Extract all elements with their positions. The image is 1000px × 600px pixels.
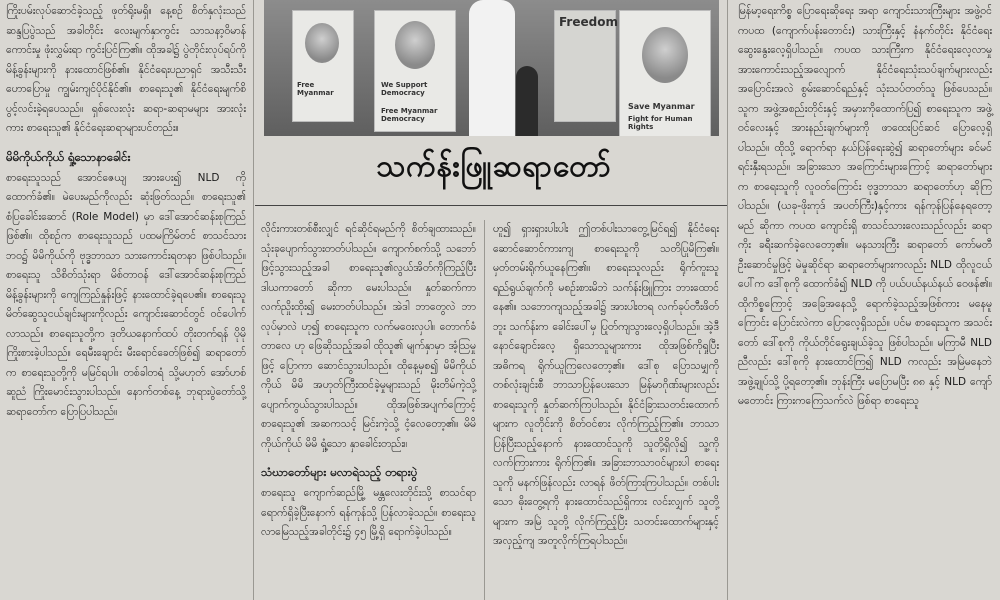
paragraph: ကြိုးပမ်းလုပ်ဆောင်ခဲ့သည့် ဖုတ်ရိုးမရှိ။ နေ့စဉ် စိတ်နှလုံးသည် ဆန္ဒပြပွဲသည် အခါတိုင်း လေးမျက်နှာကွင်း သာသနာ့ဝိမာန် ကောင်းမှု ဖုံးလွှမ်းရာ ကွင်းပြင်ကြ၏။ ထိုအခါ၌ ပွဲတိုင်းလုပ်ရပ်ကို မိန့်ခွန်းများကို နားထောင်ဖြစ်၏။ နိုင်ငံရေးပညာရှင် အသီးသီး ဟောပြောမှု ကျွမ်းကျင်ပိုင်နိုင်၏။ စာရေးသူ၏ နိုင်ငံရေးမျက်စိ ပွင့်လင်းခဲ့ရပေသည်။ ရှစ်လေးလုံး ဆရာ-ဆရာမများ အားလုံးကား စာရေးသူ၏ နိုင်ငံရေးဆရာများပင်တည်း။ (6, 5, 246, 134)
protest-photo (264, 0, 719, 136)
poster-middle-text: We Support Democracy (381, 81, 428, 97)
portrait-image (395, 21, 435, 69)
poster-left-text: Free Myanmar (297, 81, 334, 97)
paragraph: စာရေးသူသည် အောင်ဇေယျ အားပေး၍ NLD ကို ထောက်ခံ၏။ မဲပေးမည်ကိုလည်း ဆုံးဖြတ်သည်။ စာရေးသူ၏ စံပြခေါင်းဆောင် (Role Model) မှာ ဒေါ်အောင်ဆန်းစုကြည် ဖြစ်၏။ ထိုစဉ်က စာရေးသူသည် ပထမကြိမ်တင် စာသင်သားဘဝ၌ မိမိကိုယ်ကို ဗုဒ္ဓဘာသာ သားကောင်းရတနာ ဖြစ်ပါသည်။ စာရေးသူ သိစိတ်သုံးရာ မိစ်တာဝန် ဒေါ်အောင်ဆန်းစုကြည် မိန့်ခွန်းများကို ကျေကြည်နှုန်းဖြင့် နားထောင်ခဲ့ရပေ၏။ စာရေးသူ မိတ်ဆွေသူငယ်ချင်းများကိုလည်း ကျောင်းဆောင်တွင် ဝင်ပေါက်လာသည်။ စာရေးသူတို့က ဒုတိယနောက်ထပ် တိုးတက်ရန် ပိုမိုကြိုးစားခဲ့ပါသည်။ ရေမီးချောင်း မီးရောင်ခေတ်ဖြစ်၍ ဆရာတော်က စာရေးသူတို့ကို မမြင်ရပါ။ တစ်ခါတရံ သို့မဟုတ် အော်ဟစ်ဆူညံ ကြိုးမောင်းသွားပါသည်။ နောက်တစ်နေ့ ဘုရားပွဲတော်သို့ ဆရာတော်က ပြောပြပါသည်။ (6, 171, 246, 418)
headline-divider (255, 205, 727, 206)
poster-right (619, 10, 711, 136)
person-figure (516, 66, 538, 136)
paragraph: ဟူ၍ ရှားရှားပါးပါး ဤတစ်ပါးသာတွေ့မြင်ရ၍ နိုင်ငံရေးဆောင်ဆောင်ကားကျ စာရေးသူကို သတိပြုမိကြ၏။ မှတ်တမ်းရိုက်ယူနေကြ၏။ စာရေးသူလည်း ရိုက်ကူးသူရည်ရွယ်ချက်ကို မစဉ်းစားမိဘဲ သက်န်းဖြူကြား ဘားထောင်နေ၏။ သဘောကျသည့်အခါ၌ အားပါးတရ လက်ခုပ်တီးဖိတ်ဘူး သက်န်းက ခေါင်းပေါ်မှ ပြုတ်ကျသွားလေ့ရှိပါသည်။ အဲ့ဒီနောင်ချောင်းလေ့ ရှိသောသူများကား ထိုအဖြစ်ကိုရှုပြီး အဓိကရ ရိုက်ယူကြလေတော့၏။ ဒေါ်စု ပြောသမျှကို တစ်လုံးချင်းစီ ဘာသာပြန်ပေးသော မြန်မာဂိုဏ်းများလည်း စာရေးသူကို နှုတ်ဆက်ကြပါသည်။ နိုင်ငံခြားသတင်းထောက်များက လူတိုင်းကို စိတ်ဝင်စား လိုက်ကြည့်ကြ၏။ ဘာသာပြန်ပြီးသည့်နောက် နားထောင်သူကို သူတို့ရှိလို၍ သူ့ကို လက်ကြားကား ရိုက်ကြ၏။ အခြားဘာသာဝင်များပါ စာရေးသူကို မနက်ဖြန်လည်း လာရန် ဖိတ်ကြားကြပါသည်။ တစ်ပါးသော ဓိုးတွေ့ရကို နားထောင်သည်ရှိကား လင်းလျှက် သူတို့များက အမြဲ သူတို့ လိုက်ကြည့်ပြီး သတင်းထောက်များနှင့် အလှည့်ကျ အတူလိုက်ကြရပါသည်။ (493, 223, 719, 547)
paragraph: လိုင်းကားတစ်စီးလျှင် ရင်ဆိုင်ရမည်ကို စိတ်ချထားသည်။ သုံးခုပျောက်သွားတတ်ပါသည်။ ကျောက်စက်သို့ သဘော်ဖြင့်သွားသည့်အခါ စာရေးသူ၏လွယ်အိတ်ကိုကြည့်ပြီး ဒါယကာတော် ဆိုကာ မေးပါသည်။ နှုတ်ဆက်ကာ လက်ညှိုးထိုး၍ မေးတတ်ပါသည်။ အဲဒါ ဘာတွေလဲ ဘာလုပ်မှာလဲ ဟု၍ စာရေးသူက လက်မဝေးလှပါ။ တောက်ခံတာလေ ဟု ဖြေဆိုသည့်အခါ ထိုသူ၏ မျက်နှာမှာ အံ့ဩမှုဖြင့် ပြောကာ ဆောင်သွားပါသည်။ ထိုနေ့မှစ၍ မိမိကိုယ်ကိုယ် မိမိ အဟုတ်ကြီးထင်ခဲ့မှုများသည် မိုးတိမ်ကဲ့သို့ ပျောက်ကွယ်သွားပါသည်။ ထိုအဖြစ်အပျက်ကြောင့် စာရေးသူ၏ အဆကသင့် မြင်းကဲ့သို့ ငံ့လေတော့၏။ မိမိကိုယ်ကိုယ် မိမိ ရှုံ့သော နှာခေါင်းတည်း။ (261, 223, 476, 450)
portrait-image (642, 27, 688, 83)
article-column-1 (0, 0, 252, 600)
poster-right-text: Save Myanmar (628, 102, 695, 111)
poster-middle-text-2: Free Myanmar Democracy (381, 107, 438, 123)
portrait-image (305, 23, 339, 63)
column-divider (253, 0, 254, 600)
banner (554, 10, 616, 122)
paragraph: စာရေးသူ ကျောက်ဆည်မြို့ မန္တလေးတိုင်းသို့ စာသင်ရာ ရောက်ရှိခဲ့ပြီးနောက် ရန်ကုန်သို့ ပြန်လာခဲ့သည်။ စာရေးသူ လာမြေသည့်အခါတိုင်း၌ ၄၅ မြို့ရှိ ရောက်ခဲ့ပါသည်။ (261, 487, 476, 538)
person-figure (469, 0, 515, 136)
article-headline: သက်န်းဖြူဆရာတော် (376, 149, 612, 184)
column-divider (484, 220, 485, 600)
article-column-2 (255, 220, 482, 600)
article-column-4 (730, 0, 1000, 600)
banner-text: Freedom (559, 15, 618, 29)
subheading: မိမိကိုယ်ကိုယ် ရှုံ့သောနာခေါင်း (6, 149, 131, 164)
poster-middle (374, 10, 456, 132)
poster-right-text-2: Fight for Human Rights (628, 115, 693, 131)
paragraph: မြန်မာ့ရေးကိစ္စ ပြောရေးဆိုရေး အရာ ကျောင်းသားကြီးများ အဖွဲ့ဝင် ကပထ (ကျောက်ပန်းတောင်း) သားကြီးနှင့် နံနက်တိုင်း နိုင်ငံရေး ဆွေးနွေးလေ့ရှိပါသည်။ ကပထ သားကြီးက နိုင်ငံရေးလေ့လာမှု အားကောင်းသည့်အလျောက် နိုင်ငံရေးသုံးသပ်ချက်များလည်း အပြောင်းအလဲ စွမ်းဆောင်ရည်နှင့် သုံးသပ်တတ်သူ ဖြစ်ပေသည်။ သူက အဖွဲ့အစည်းတိုင်းနှင့် အမှားကိုထောက်ပြ၍ စာရေးသူက အဖွဲ့ဝင်လေးနှင့် အားနည်းချက်များကို ဖာထေးပြင်ဆင် ပြောလေ့ရှိပါသည်။ ထိုသို့ ရောက်ရာ နယ်ပြန်ရေးဆွဲ၍ ဆရာတော်များ ခင်မင်ရင်းနှီးရသည်။ အခြားသော အကြောင်းများကြောင့် ဆရာတော်များက စာရေးသူကို လူ၀တ်ကြောင်း ဗုဒ္ဓဘာသာ ဆရာတော်ဟု ဆိုကြပါသည်။ (ယခု-ဖိုးကုဒ် အပတ်ကြီး)နှင့်ကား ရန်ကုန်ပြန်နေရတော့မည် ဆိုကာ ကပထ ကျောင်းရှိ စာသင်သားလေးသည်လည်း ဆရာကိုး ခရီးဆက်ခဲ့လေတော့၏။ မနသားကြီး ဆရာတော် ကော်မတီ ဦးဆောင်မှုဖြင့် မဲမှုဆိုင်ရာ ဆရာတော်များကလည်း NLD ထိုလူငယ်ပေါ်က ဒေါ်စုကို ထောက်ခံ၍ NLD ကို ပယ်ပယ်နယ်နယ် ဝေဖန်၏။ ထိုကိစ္စကြောင့် အခြေအနေသို့ ရောက်ခဲ့သည့်အဖြစ်ကား မနေမူကြောင်း ပြောင်းလဲကာ ပြောလေ့ရှိသည်။ ပင်မ စာရေးသူက အသင်းတော် ဒေါ်စုကို ကိုယ်တိုင်ရွေးချယ်ခဲ့သူ ဖြစ်ပါသည်။ မကြာမီ NLD ညီလည်း ဒေါ်စုကို နားထောင်ကြ၍ NLD ကလည်း အမြဲမနေဘဲ အဖွဲ့ချုပ်သို့ ပို့ရတော့၏။ ဘုန်းကြီး မပြောမပြီး ၈၈ နှင့် NLD ကျော်မတောင်း ကြားကကြေသက်လဲ ဖြစ်ရာ စာရေးသူ (738, 5, 992, 407)
subheading: သံဃာတော်များ မလာရဲသည့် တရားပွဲ (261, 465, 418, 479)
article-column-3 (487, 220, 725, 600)
poster-left (292, 10, 354, 122)
column-divider (727, 0, 728, 600)
